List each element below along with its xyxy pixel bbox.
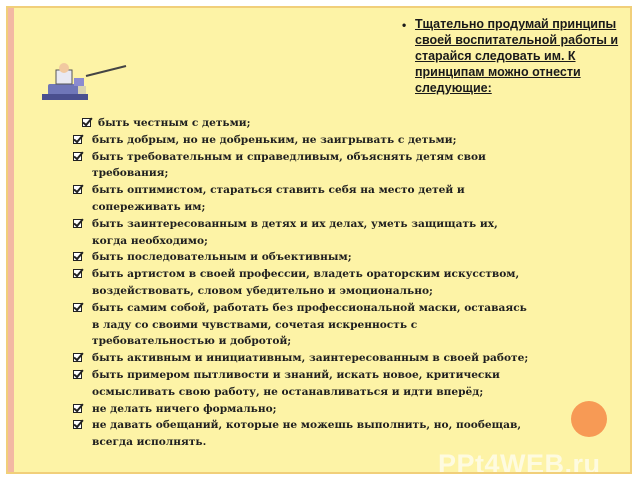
list-item	[70, 182, 570, 216]
list-item-text: быть добрым, но не добреньким, не заигрывать с детьми;	[92, 133, 457, 146]
checked-box-icon	[73, 303, 82, 312]
list-item-text: не давать обещаний, которые не можешь выполнить, но, пообещав, всегда исполнять.	[92, 419, 522, 449]
checked-box-icon	[73, 185, 82, 194]
list-item	[70, 216, 570, 250]
list-item	[70, 350, 570, 367]
list-item-text: быть честным с детьми;	[98, 117, 251, 129]
list-item-text: быть оптимистом, стараться ставить себя на место детей и сопереживать им;	[92, 184, 465, 213]
decorative-circle	[571, 401, 607, 437]
list-item-text: быть последовательным и объективным;	[92, 251, 352, 264]
list-item	[70, 132, 570, 149]
checked-box-icon	[73, 404, 82, 413]
checked-box-icon	[73, 269, 82, 278]
checked-box-icon	[73, 152, 82, 161]
checked-box-icon	[82, 118, 91, 127]
principles-list	[70, 115, 570, 451]
list-item	[70, 115, 570, 132]
list-item-text: быть примером пытливости и знаний, искать новое, критически осмысливать свою работу, не останавливаться и идти вперёд;	[92, 368, 500, 398]
list-item	[70, 401, 570, 418]
watermark: PPt4WEB.ru	[438, 449, 601, 474]
checked-box-icon	[73, 135, 82, 144]
intro-text: Тщательно продумай принципы своей воспитательной работы и старайся следовать им. К принципам можно отнести следующие:	[415, 17, 619, 95]
teacher-desk-clipart-icon	[42, 60, 130, 106]
checked-box-icon	[73, 420, 82, 429]
list-item-text: быть требовательным и справедливым, объяснять детям свои требования;	[92, 150, 486, 180]
list-item	[70, 266, 570, 300]
list-item-text: быть активным и инициативным, заинтересованным в своей работе;	[92, 352, 529, 365]
checked-box-icon	[73, 219, 82, 228]
intro-bullet: •	[402, 18, 407, 32]
list-item	[70, 249, 570, 266]
list-item-text: не делать ничего формально;	[92, 402, 277, 415]
intro-block	[402, 16, 630, 96]
list-item	[70, 149, 570, 183]
list-item	[70, 367, 570, 401]
slide	[6, 6, 632, 474]
list-item	[70, 417, 570, 451]
list-item	[70, 300, 570, 350]
list-item-text: быть самим собой, работать без профессиональной маски, оставаясь в ладу со своими чувствами, сочетая искренность с требовательностью и добротой;	[92, 301, 527, 348]
checked-box-icon	[73, 353, 82, 362]
left-accent-strip	[8, 8, 14, 472]
checked-box-icon	[73, 370, 82, 379]
checked-box-icon	[73, 252, 82, 261]
list-item-text: быть заинтересованным в детях и их делах, уметь защищать их, когда необходимо;	[92, 217, 498, 247]
list-item-text: быть артистом в своей профессии, владеть ораторским искусством, воздействовать, словом убедительно и эмоционально;	[92, 268, 520, 297]
